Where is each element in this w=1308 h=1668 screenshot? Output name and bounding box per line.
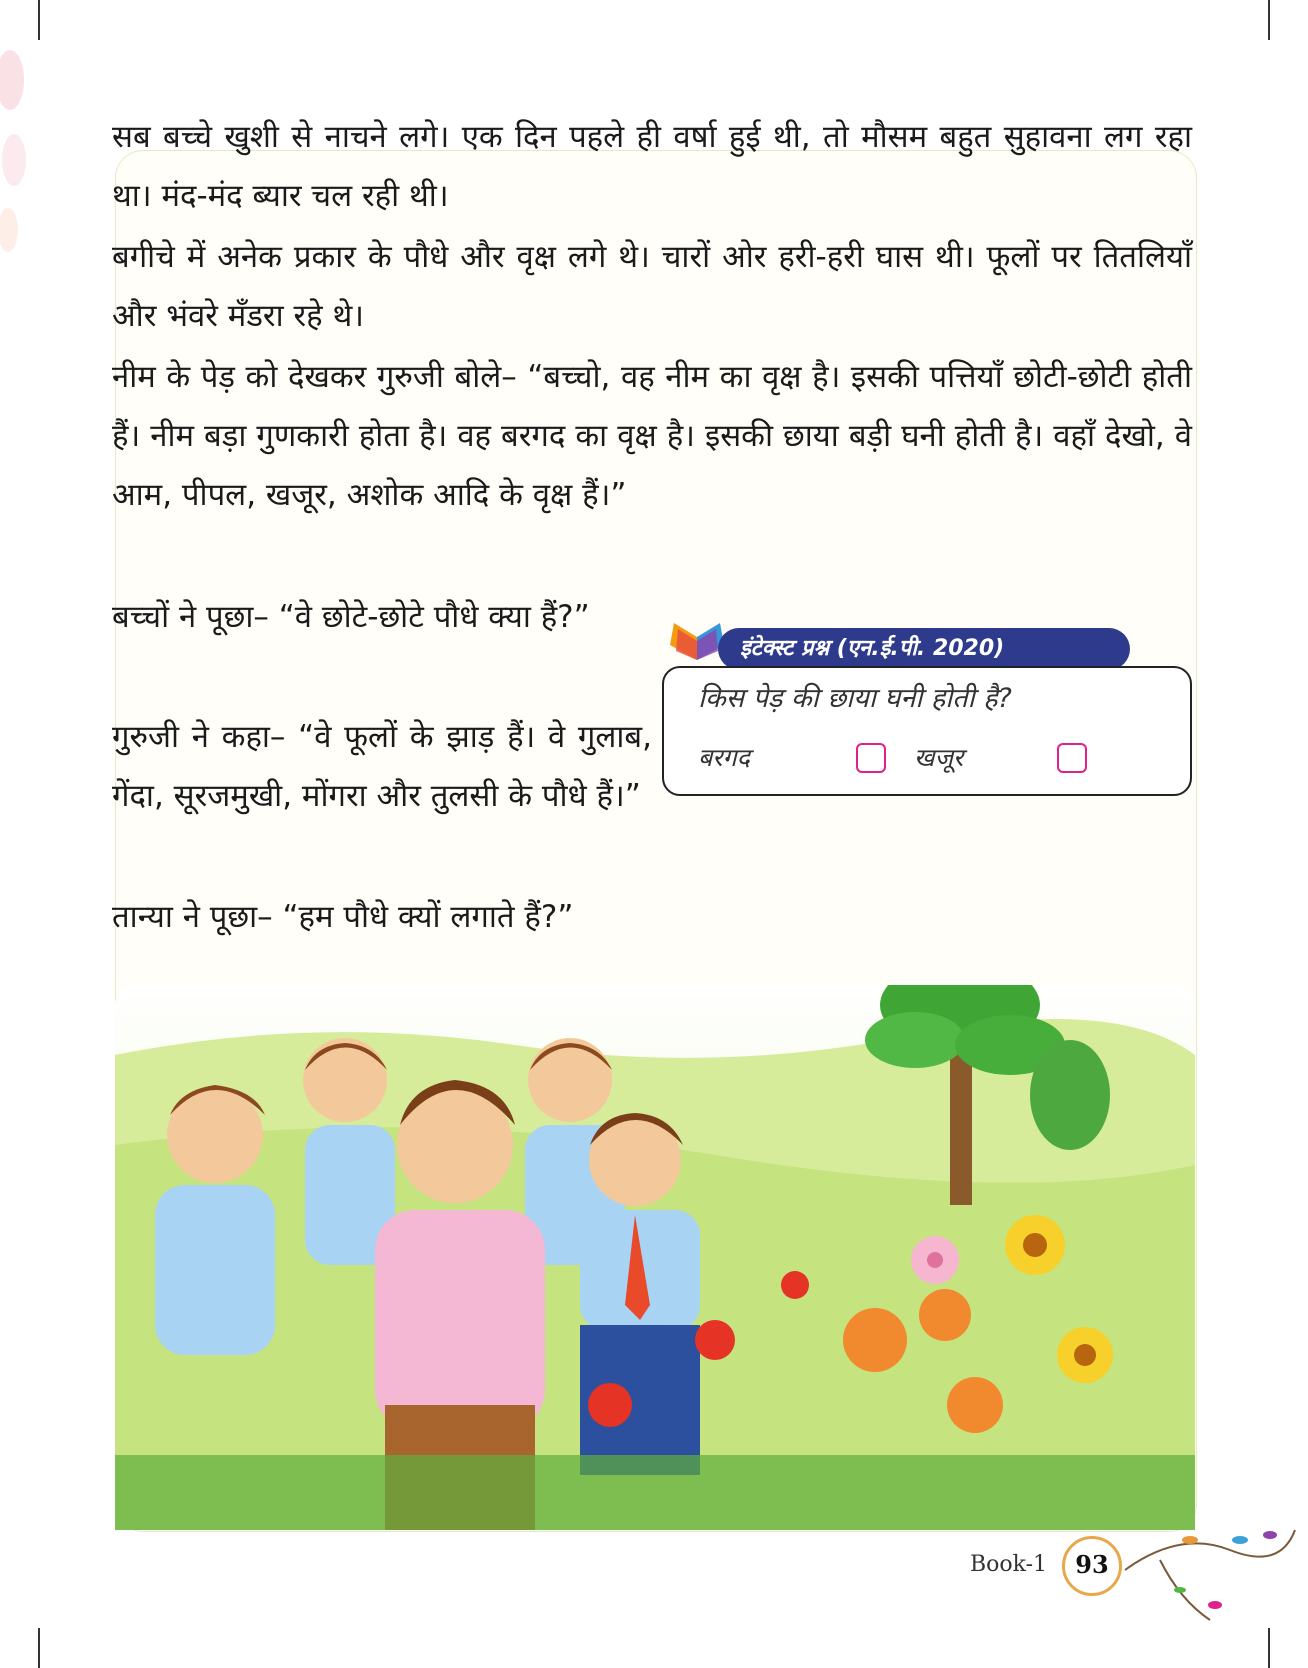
paragraph-1: सब बच्चे खुशी से नाचने लगे। एक दिन पहले ही वर्षा हुई थी, तो मौसम बहुत सुहावना लग रहा था। मंद-मंद ब्यार चल रही थी।	[112, 119, 1192, 214]
vine-decoration	[1120, 1510, 1300, 1640]
page-number: 93	[1075, 1550, 1109, 1579]
crop-mark	[1268, 0, 1270, 40]
option-label-2: खजूर	[914, 743, 964, 772]
intext-question-badge: इंटेक्स्ट प्रश्न (एन.ई.पी. 2020)	[718, 628, 1130, 670]
paragraph-2: बगीचे में अनेक प्रकार के पौधे और वृक्ष लगे थे। चारों ओर हरी-हरी घास थी। फूलों पर तितलियाँ और भंवरे मँडरा रहे थे।	[112, 239, 1192, 334]
crop-mark	[38, 1628, 40, 1668]
question-text: किस पेड़ की छाया घनी होती है?	[698, 683, 1012, 714]
book-label: Book-1	[970, 1552, 1048, 1577]
paragraph-3: नीम के पेड़ को देखकर गुरुजी बोले– “बच्चो, वह नीम का वृक्ष है। इसकी पत्तियाँ छोटी-छोटी होती हैं। नीम बड़ा गुणकारी होता है। वह बरगद का वृक्ष है। इसकी छाया बड़ी घनी होती है। वहाँ देखो, वे आम, पीपल, खजूर, अशोक आदि के वृक्ष हैं।”	[112, 359, 1192, 513]
page-number-circle	[1062, 1536, 1122, 1596]
garden-illustration	[115, 985, 1195, 1530]
option-label-1: बरगद	[698, 743, 750, 772]
paragraph-6: तान्या ने पूछा– “हम पौधे क्यों लगाते हैं?”	[112, 899, 574, 935]
option-checkbox-1[interactable]	[856, 743, 886, 773]
question-box	[662, 666, 1192, 796]
paragraph-5: गुरुजी ने कहा– “वे फूलों के झाड़ हैं। वे गुलाब, गेंदा, सूरजमुखी, मोंगरा और तुलसी के पौधे हैं।”	[112, 719, 652, 814]
paragraph-4: बच्चों ने पूछा– “वे छोटे-छोटे पौधे क्या हैं?”	[112, 599, 590, 635]
crop-mark	[38, 0, 40, 40]
option-checkbox-2[interactable]	[1057, 743, 1087, 773]
left-decoration	[0, 40, 30, 260]
